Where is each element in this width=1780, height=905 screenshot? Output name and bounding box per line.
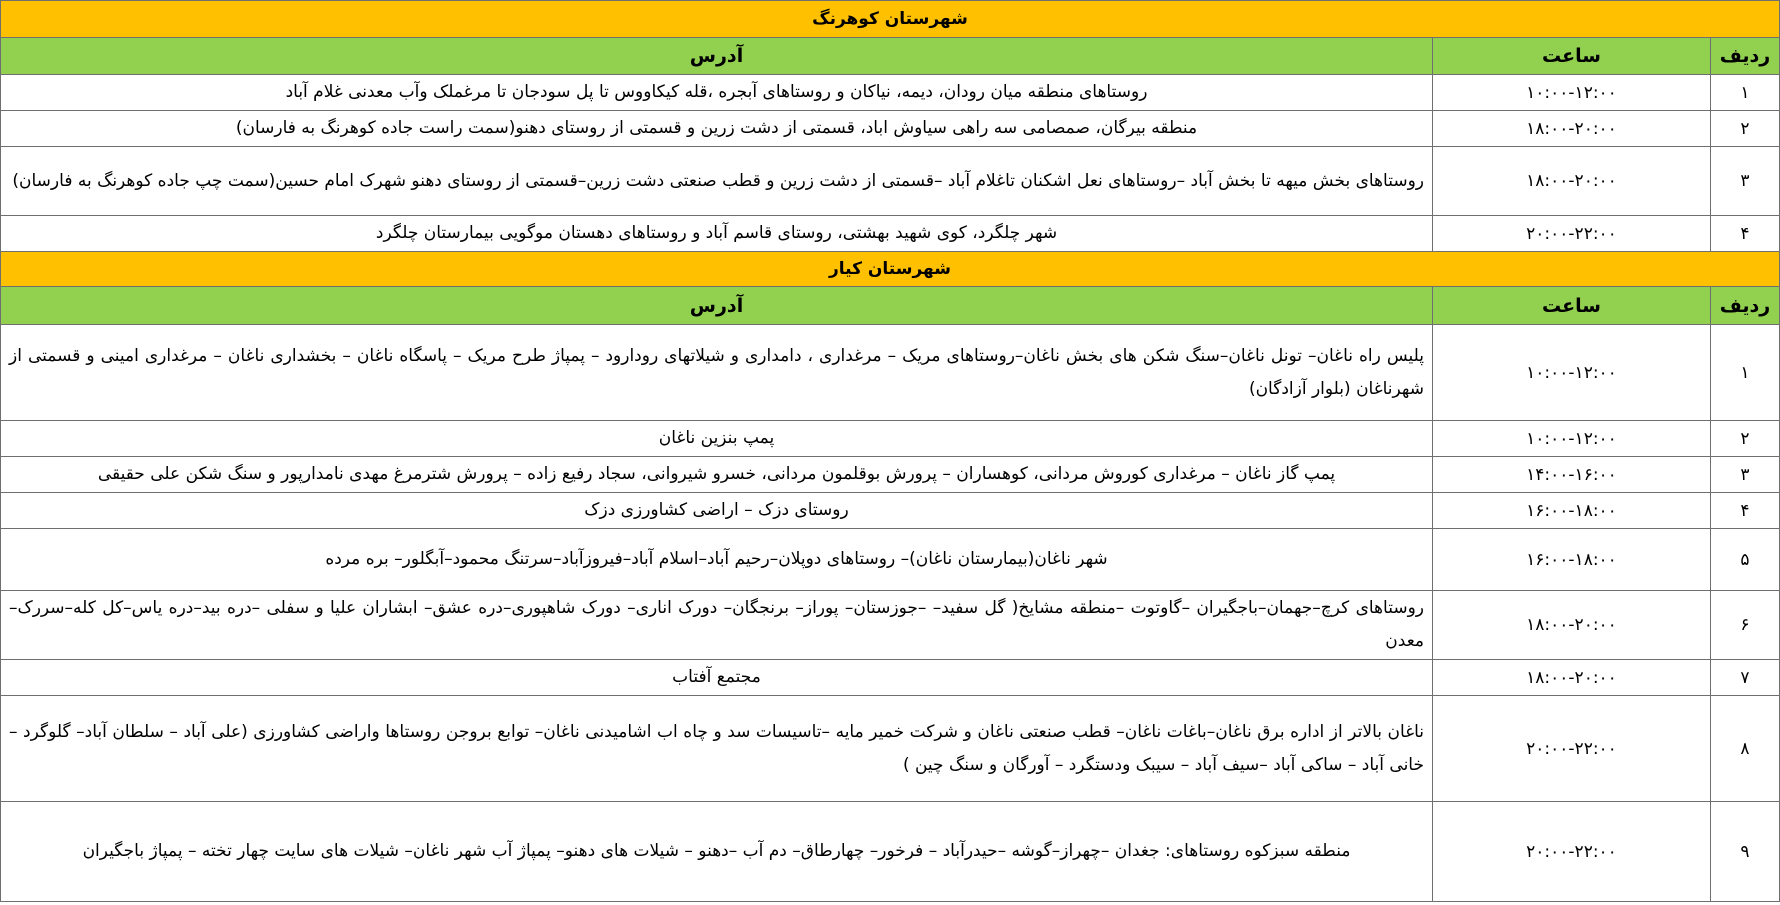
row-time: ۱۰:۰۰-۱۲:۰۰	[1433, 421, 1711, 457]
row-number: ۴	[1711, 216, 1780, 252]
section-title: شهرستان کوهرنگ	[1, 1, 1780, 38]
row-number: ۱	[1711, 75, 1780, 111]
row-time: ۱۸:۰۰-۲۰:۰۰	[1433, 591, 1711, 660]
header-saat: ساعت	[1433, 287, 1711, 325]
table-row	[1, 325, 1780, 421]
table-row	[1, 457, 1780, 493]
row-number: ۹	[1711, 802, 1780, 902]
table-row	[1, 493, 1780, 529]
row-time: ۱۴:۰۰-۱۶:۰۰	[1433, 457, 1711, 493]
section-title-row	[1, 1, 1780, 38]
row-time: ۱۶:۰۰-۱۸:۰۰	[1433, 493, 1711, 529]
row-address: روستای دزک – اراضی کشاورزی دزک	[1, 493, 1433, 529]
row-address: پلیس راه ناغان– تونل ناغان–سنگ شکن های بخش ناغان–روستاهای مریک – مرغداری ، دامداری و شیلاتهای رودارود – پمپاژ طرح مریک – پاسگاه ناغان – بخشداری ناغان – مرغداری امینی و قسمتی از شهرناغان (بلوار آزادگان)	[1, 325, 1433, 421]
table-row	[1, 660, 1780, 696]
row-time: ۱۶:۰۰-۱۸:۰۰	[1433, 529, 1711, 591]
row-number: ۵	[1711, 529, 1780, 591]
header-address: آدرس	[1, 38, 1433, 75]
row-number: ۳	[1711, 147, 1780, 216]
row-number: ۶	[1711, 591, 1780, 660]
row-number: ۳	[1711, 457, 1780, 493]
row-time: ۱۰:۰۰-۱۲:۰۰	[1433, 75, 1711, 111]
row-address: منطقه سبزکوه روستاهای: جغدان –چهراز–گوشه –حیدرآباد – فرخور– چهارطاق– دم آب –دهنو – شیلات های دهنو– پمپاژ آب شهر ناغان– شیلات های سایت چهار تخته – پمپاژ باجگیران	[1, 802, 1433, 902]
row-time: ۲۰:۰۰-۲۲:۰۰	[1433, 696, 1711, 802]
header-saat: ساعت	[1433, 38, 1711, 75]
row-address: شهر ناغان(بیمارستان ناغان)– روستاهای دوپلان–رحیم آباد–اسلام آباد–فیروزآباد–سرتنگ محمود–آبگلور– بره مرده	[1, 529, 1433, 591]
row-time: ۲۰:۰۰-۲۲:۰۰	[1433, 802, 1711, 902]
header-row	[1, 38, 1780, 75]
row-address: پمپ بنزین ناغان	[1, 421, 1433, 457]
row-time: ۱۸:۰۰-۲۰:۰۰	[1433, 660, 1711, 696]
row-time: ۱۸:۰۰-۲۰:۰۰	[1433, 147, 1711, 216]
row-number: ۲	[1711, 111, 1780, 147]
row-address: مجتمع آفتاب	[1, 660, 1433, 696]
table-row	[1, 591, 1780, 660]
row-address: روستاهای کرچ–جهمان–باجگیران –گاوتوت –منطقه مشایخ( گل سفید– –جوزستان– پوراز– برنجگان– دورک اناری– دورک شاهپوری–دره عشق– ابشاران علیا و سفلی –دره بید–دره یاس–کل کله–سررک–معدن	[1, 591, 1433, 660]
table-row	[1, 216, 1780, 252]
row-number: ۴	[1711, 493, 1780, 529]
table-row	[1, 111, 1780, 147]
row-address: روستاهای بخش میهه تا بخش آباد –روستاهای نعل اشکنان تاغلام آباد –قسمتی از دشت زرین و قطب صنعتی دشت زرین–قسمتی از روستای دهنو شهرک امام حسین(سمت چپ جاده کوهرنگ به فارسان)	[1, 147, 1433, 216]
row-number: ۸	[1711, 696, 1780, 802]
table-row	[1, 529, 1780, 591]
row-number: ۷	[1711, 660, 1780, 696]
row-number: ۲	[1711, 421, 1780, 457]
section-title-row	[1, 252, 1780, 287]
row-address: پمپ گاز ناغان – مرغداری کوروش مردانی، کوهساران – پرورش بوقلمون مردانی، خسرو شیروانی، سجاد رفیع زاده – پرورش شترمرغ مهدی نامدارپور و سنگ شکن علی حقیقی	[1, 457, 1433, 493]
row-address: منطقه بیرگان، صمصامی سه راهی سیاوش اباد، قسمتی از دشت زرین و قسمتی از روستای دهنو(سمت راست جاده کوهرنگ به فارسان)	[1, 111, 1433, 147]
row-address: شهر چلگرد، کوی شهید بهشتی، روستای قاسم آباد و روستاهای دهستان موگویی بیمارستان چلگرد	[1, 216, 1433, 252]
header-row	[1, 287, 1780, 325]
row-time: ۱۰:۰۰-۱۲:۰۰	[1433, 325, 1711, 421]
table-row	[1, 696, 1780, 802]
header-radif: ردیف	[1711, 287, 1780, 325]
table-row	[1, 802, 1780, 902]
row-time: ۲۰:۰۰-۲۲:۰۰	[1433, 216, 1711, 252]
row-address: روستاهای منطقه میان رودان، دیمه، نیاکان و روستاهای آبجره ،قله کیکاووس تا پل سودجان تا مرغملک وآب معدنی غلام آباد	[1, 75, 1433, 111]
row-time: ۱۸:۰۰-۲۰:۰۰	[1433, 111, 1711, 147]
row-address: ناغان بالاتر از اداره برق ناغان–باغات ناغان– قطب صنعتی ناغان و شرکت خمیر مایه –تاسیسات سد و چاه اب اشامیدنی ناغان– توابع بروجن روستاها واراضی کشاورزی (علی آباد – سلطان آباد– گلوگرد –خانی آباد – ساکی آباد –سیف آباد – سیبک ودستگرد – آورگان و سنگ چین )	[1, 696, 1433, 802]
table-row	[1, 75, 1780, 111]
header-address: آدرس	[1, 287, 1433, 325]
table-row	[1, 421, 1780, 457]
section-title: شهرستان کیار	[1, 252, 1780, 287]
header-radif: ردیف	[1711, 38, 1780, 75]
row-number: ۱	[1711, 325, 1780, 421]
table-row	[1, 147, 1780, 216]
